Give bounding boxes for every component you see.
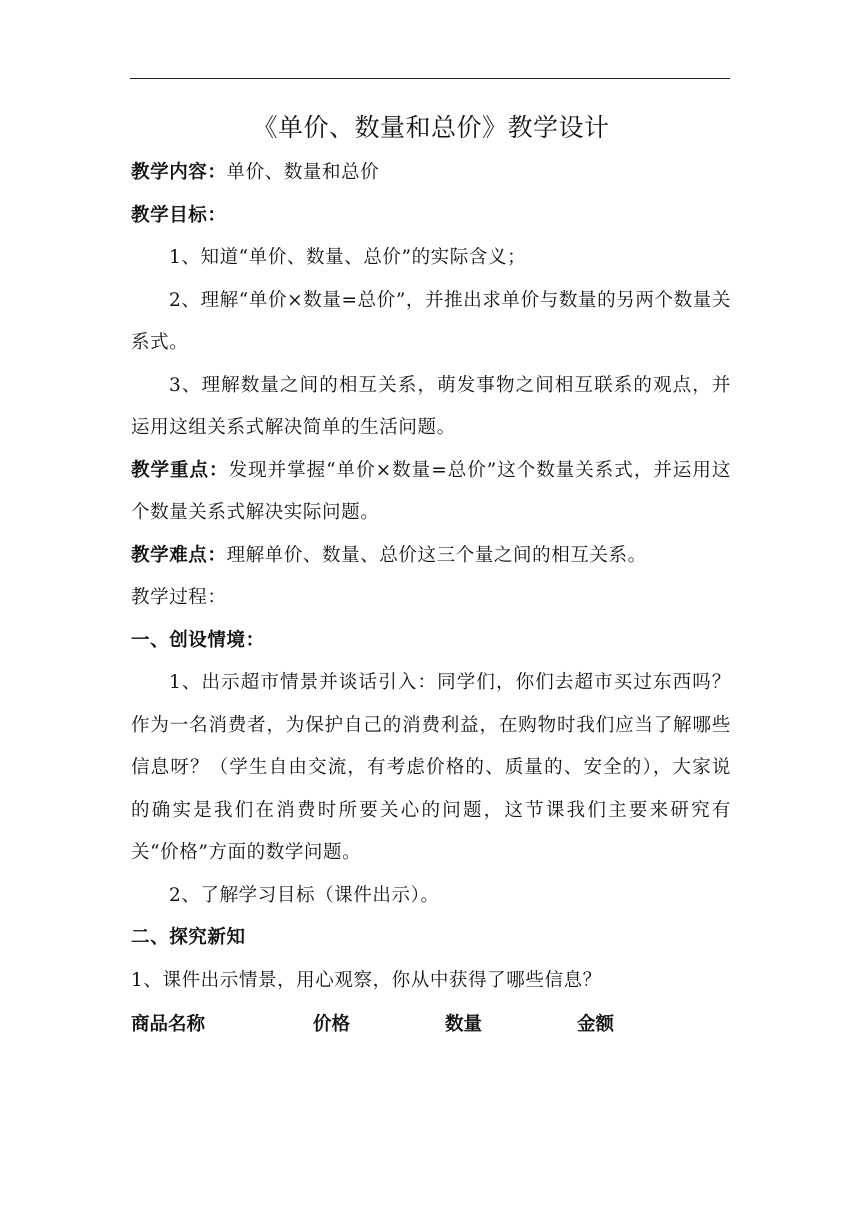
key-point-label: 教学重点： <box>131 459 229 481</box>
goal-item-2: 2、理解“单价×数量=总价”，并推出求单价与数量的另两个数量关系式。 <box>131 289 731 353</box>
process-label: 教学过程： <box>131 587 227 608</box>
header-rule <box>130 78 730 79</box>
document-title: 《单价、数量和总价》教学设计 <box>252 113 610 142</box>
header-quantity: 数量 <box>445 1014 483 1035</box>
key-point <box>131 450 731 535</box>
goal-item-1: 1、知道“单价、数量、总价”的实际含义； <box>169 247 527 268</box>
section2-paragraph: 1、课件出示情景，用心观察，你从中获得了哪些信息？ <box>131 969 602 991</box>
section1-paragraph-2: 2、了解学习目标（课件出示）。 <box>169 884 440 906</box>
teaching-goals <box>131 195 731 238</box>
difficulty-text: 理解单价、数量、总价这三个量之间的相互关系。 <box>226 544 647 566</box>
section1-heading: 一、创设情境： <box>131 629 265 651</box>
section2-heading: 二、探究新知 <box>131 927 246 948</box>
teaching-goals-label: 教学目标： <box>131 204 227 226</box>
section1-paragraph-1: 1、出示超市情景并谈话引入：同学们，你们去超市买过东西吗？作为一名消费者，为保护自己的消费利益，在购物时我们应当了解哪些信息呀？（学生自由交流，有考虑价格的、质量的、安全的），大家说的确实是我们在消费时所要关心的问题，这节课我们主要来研究有关“价格”方面的数学问题。 <box>131 672 731 863</box>
difficulty-label: 教学难点： <box>131 544 227 566</box>
teaching-content-text: 单价、数量和总价 <box>226 162 380 183</box>
teaching-content-label: 教学内容： <box>131 162 227 183</box>
header-goods-name: 商品名称 <box>131 1014 206 1035</box>
teaching-content <box>131 152 731 195</box>
header-price: 价格 <box>313 1014 351 1035</box>
difficulty <box>131 535 731 578</box>
key-point-text: 发现并掌握“单价×数量=总价”这个数量关系式，并运用这个数量关系式解决实际问题。 <box>131 459 731 523</box>
goal-item-3: 3、理解数量之间的相互关系，萌发事物之间相互联系的观点，并运用这组关系式解决简单的生活问题。 <box>131 374 731 438</box>
goods-table-header <box>131 1004 731 1047</box>
document-body <box>131 106 731 1047</box>
header-amount: 金额 <box>577 1014 615 1035</box>
